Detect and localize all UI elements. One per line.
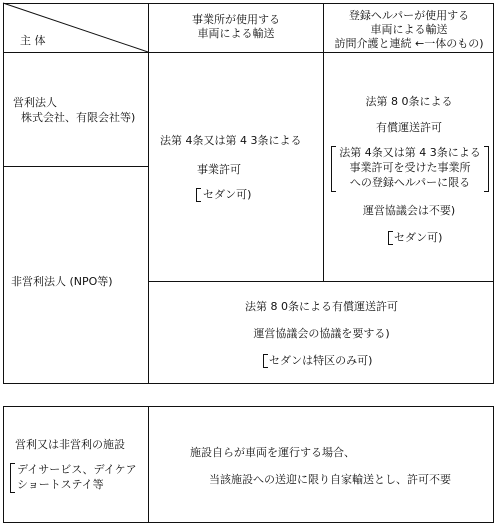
header-subject: 主 体 [20,34,46,47]
art4-line3: セダン可) [203,188,252,201]
facility-text-line1: 施設自らが車両を運行する場合、 [190,446,355,459]
facility-label-line2: デイサービス、デイケア [17,463,137,476]
np-line1: 法第 8 0条による有償運送許可 [245,300,398,313]
art80-line4: セダン可) [394,231,443,244]
row-for-profit-line1: 営利法人 [13,96,57,109]
row-for-profit-line2: 株式会社、有限会社等) [21,111,136,124]
art80-note-close-paren [484,146,489,192]
header-col2-line1: 登録ヘルパーが使用する [348,9,470,22]
art4-line2: 事業許可 [197,163,241,176]
art80-note1: 法第 4条又は第 4 3条による [339,146,481,159]
row-divider-left [3,166,149,167]
art4-open-paren [196,188,201,202]
art80-line3: 運営協議会は不要) [362,204,456,217]
row-divider-right [148,281,494,282]
art4-line1: 法第 4条又は第 4 3条による [160,134,302,147]
art80-note2: 事業許可を受けた事業所 [349,161,471,174]
np-line3: セダンは特区のみ可) [269,354,373,367]
row-non-profit: 非営利法人 (NPO等) [11,275,113,288]
header-col2-line2: 車両による輸送 [370,23,448,36]
header-col1-line1: 事業所が使用する [192,13,280,26]
art80-note3: への登録ヘルパーに限る [349,176,471,189]
facility-label-line3: ショートステイ等 [17,478,104,491]
art80-open-paren [388,231,393,245]
art80-line2: 有償運送許可 [376,121,442,134]
header-col1-line2: 車両による輸送 [197,27,275,40]
np-line2: 運営協議会の協議を要する) [253,327,390,340]
facility-divider [148,406,149,523]
header-col2-line3: 訪問介護と連続 ←一体のもの) [334,37,484,50]
art80-line1: 法第 8 0条による [365,95,453,108]
np-open-paren [263,354,268,368]
facility-label-line1: 営利又は非営利の施設 [15,438,125,451]
facility-text-line2: 当該施設への送迎に限り自家輸送とし、許可不要 [209,473,451,486]
header-bottom-line [3,52,494,53]
facility-open-paren [10,463,15,493]
